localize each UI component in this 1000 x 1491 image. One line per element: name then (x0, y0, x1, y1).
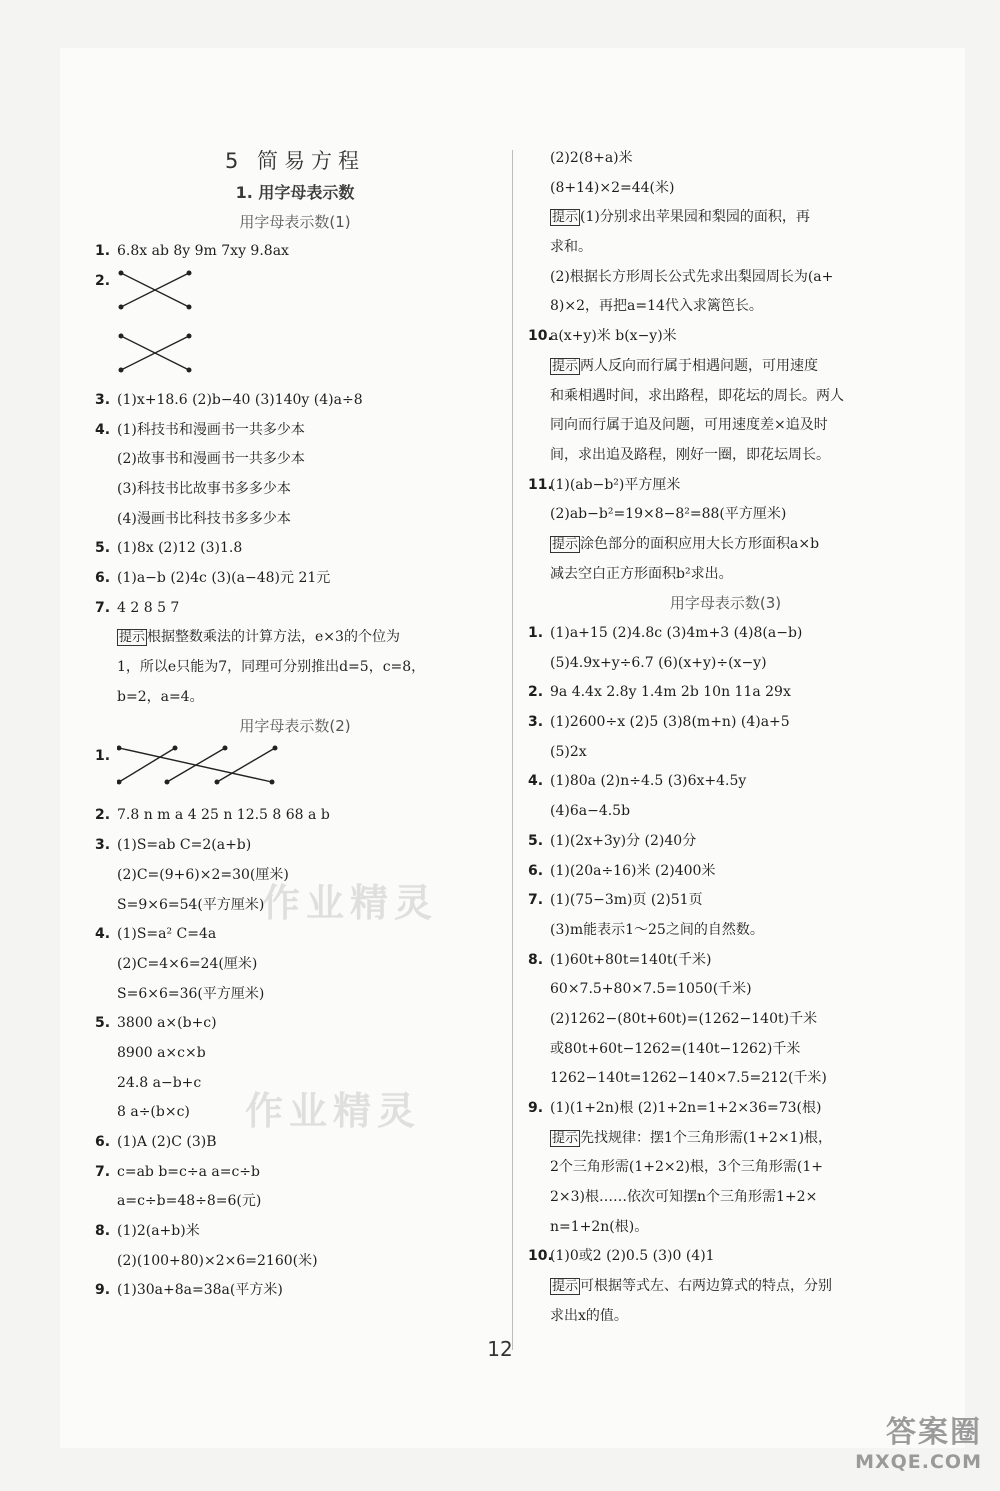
answer-line: 3. (1)x+18.6 (2)b−40 (3)140y (4)a÷8 (95, 391, 363, 408)
hint-line: 8)×2，再把a=14代入求篱笆长。 (550, 298, 763, 315)
answer-line: 2. 7.8 n m a 4 25 n 12.5 8 68 a b (95, 807, 330, 824)
hint-line: 提示 可根据等式左、右两边算式的特点，分别 (552, 1278, 833, 1295)
answer-line: S=6×6=36(平方厘米) (117, 985, 265, 1002)
answer-line: 7. (1)(75−3m)页 (2)51页 (528, 892, 703, 909)
hint-badge: 提示 (552, 358, 579, 374)
answer-line: 9. (1)30a+8a=38a(平方米) (95, 1282, 283, 1299)
watermark: 作业精灵 (245, 1089, 422, 1133)
answer-line: 6. (1)(20a÷16)米 (2)400米 (528, 862, 716, 879)
logo-url: MXQE.COM (855, 1451, 982, 1473)
answer-line: (2)C=4×6=24(厘米) (117, 955, 258, 972)
answer-line: (5)2x (550, 743, 587, 760)
subsection-title-1: 用字母表示数(1) (239, 212, 351, 231)
hint-line: 减去空白正方形面积b²求出。 (550, 565, 733, 582)
answer-line: (2)故事书和漫画书一共多少本 (117, 451, 305, 468)
answer-line: (8+14)×2=44(米) (550, 179, 675, 196)
hint-line: 和乘相遇时间，求出路程，即花坛的周长。两人 (550, 387, 844, 404)
hint-line: 1，所以e只能为7，同理可分别推出d=5，c=8， (117, 659, 426, 676)
answer-line: 6. (1)A (2)C (3)B (95, 1134, 217, 1151)
answer-line: 5. 3800 a×(b+c) (95, 1015, 217, 1032)
hint-line: 同向而行属于追及问题，可用速度差×追及时 (550, 417, 828, 434)
matching-lines-icon (117, 742, 317, 792)
answer-line: 7. c=ab b=c÷a a=c÷b (95, 1163, 261, 1180)
answer-line: 2. 9a 4.4x 2.8y 1.4m 2b 10n 11a 29x (528, 684, 791, 701)
answer-line: (2)ab−b²=19×8−8²=88(平方厘米) (550, 506, 787, 523)
answer-line: 3. (1)S=ab C=2(a+b) (95, 837, 252, 854)
answer-line: (4)6a−4.5b (550, 803, 631, 820)
hint-line: 提示 (1)分别求出苹果园和梨园的面积，再 (552, 209, 810, 226)
answer-line: 4. (1)S=a² C=4a (95, 926, 217, 943)
hint-line: 提示 两人反向而行属于相遇问题，可用速度 (552, 357, 819, 374)
answer-line: 5. (1)8x (2)12 (3)1.8 (95, 540, 243, 557)
answer-line: a=c÷b=48÷8=6(元) (117, 1193, 262, 1210)
answer-line: 6. (1)a−b (2)4c (3)(a−48)元 21元 (95, 569, 331, 586)
answer-line: (2)1262−(80t+60t)=(1262−140t)千米 (550, 1010, 818, 1027)
logo-text: 答案圈 (886, 1415, 982, 1450)
hint-line: 2个三角形需(1+2×2)根，3个三角形需(1+ (550, 1159, 824, 1176)
hint-line: 求出x的值。 (550, 1307, 628, 1324)
cross-diagram-2 (95, 326, 495, 385)
hint-line: 提示 先找规律：摆1个三角形需(1+2×1)根， (552, 1129, 833, 1146)
answer-line: 9. (1)(1+2n)根 (2)1+2n=1+2×36=73(根) (528, 1100, 822, 1116)
answer-line: 60×7.5+80×7.5=1050(千米) (550, 981, 752, 998)
hint-line: 间，求出追及路程，刚好一圈，即花坛周长。 (550, 446, 830, 463)
hint-badge: 提示 (552, 1130, 579, 1146)
answer-line: 1262−140t=1262−140×7.5=212(千米) (550, 1070, 827, 1087)
answer-line: 10.(1)0或2 (2)0.5 (3)0 (4)1 (528, 1248, 715, 1265)
watermark: 作业精灵 (262, 881, 439, 925)
answer-line: 8. (1)2(a+b)米 (95, 1223, 200, 1240)
chapter-title: 5 简易方程 (224, 149, 366, 173)
answer-line: S=9×6=54(平方厘米) (117, 896, 265, 913)
site-logo (792, 1407, 982, 1479)
answer-line: 1. 6.8x ab 8y 9m 7xy 9.8ax (95, 243, 289, 260)
hint-badge: 提示 (552, 536, 579, 552)
answer-line: 4. (1)80a (2)n÷4.5 (3)6x+4.5y (528, 773, 747, 790)
right-column (528, 144, 923, 1332)
page-number: 12 (487, 1337, 513, 1361)
column-divider (512, 150, 513, 1350)
hint-line: 提示 涂色部分的面积应用大长方形面积a×b (552, 535, 820, 552)
answer-line: (2)C=(9+6)×2=30(厘米) (117, 866, 289, 883)
cross-diagram-1: 2. (95, 267, 495, 326)
answer-line: 5. (1)(2x+3y)分 (2)40分 (528, 832, 697, 849)
hint-line: 2×3)根……依次可知摆n个三角形需1+2× (550, 1189, 818, 1206)
hint-line: n=1+2n(根)。 (550, 1218, 649, 1235)
answer-line: 或80t+60t−1262=(140t−1262)千米 (550, 1040, 801, 1057)
answer-line: (3)m能表示1～25之间的自然数。 (550, 921, 764, 938)
answer-line: 8 a÷(b×c) (117, 1104, 190, 1121)
answer-line: 24.8 a−b+c (117, 1074, 202, 1091)
cross-lines-icon (117, 332, 207, 378)
answer-line: (4)漫画书比科技书多多少本 (117, 510, 291, 527)
matching-diagram: 1. (95, 742, 495, 801)
cross-lines-icon (117, 267, 207, 313)
subsection-title-3: 用字母表示数(3) (669, 594, 782, 613)
answer-line: (5)4.9x+y÷6.7 (6)(x+y)÷(x−y) (550, 654, 767, 671)
subsection-title-2: 用字母表示数(2) (239, 717, 351, 736)
hint-line: 求和。 (550, 239, 592, 256)
section-title: 1. 用字母表示数 (235, 183, 355, 202)
hint-badge: 提示 (119, 630, 146, 646)
answer-line: 8900 a×c×b (117, 1044, 206, 1061)
answer-line: 7. 4 2 8 5 7 (95, 599, 180, 616)
answer-line: 11.(1)(ab−b²)平方厘米 (528, 476, 681, 493)
answer-line: 4. (1)科技书和漫画书一共多少本 (95, 421, 305, 438)
hint-line: (2)根据长方形周长公式先求出梨园周长为(a+ (550, 268, 834, 285)
hint-badge: 提示 (552, 210, 579, 226)
answer-line: 10.a(x+y)米 b(x−y)米 (528, 328, 677, 345)
hint-line: 提示 根据整数乘法的计算方法，e×3的个位为 (119, 629, 400, 646)
hint-line: b=2，a=4。 (117, 688, 204, 705)
answer-line: (2)(100+80)×2×6=2160(米) (117, 1252, 318, 1269)
answer-line: (2)2(8+a)米 (550, 150, 633, 166)
answer-line: 3. (1)2600÷x (2)5 (3)8(m+n) (4)a+5 (528, 714, 790, 731)
answer-line: (3)科技书比故事书多多少本 (117, 480, 291, 497)
answer-line: 1. (1)a+15 (2)4.8c (3)4m+3 (4)8(a−b) (528, 625, 803, 641)
answer-line: 8. (1)60t+80t=140t(千米) (528, 951, 712, 968)
hint-badge: 提示 (552, 1279, 579, 1295)
